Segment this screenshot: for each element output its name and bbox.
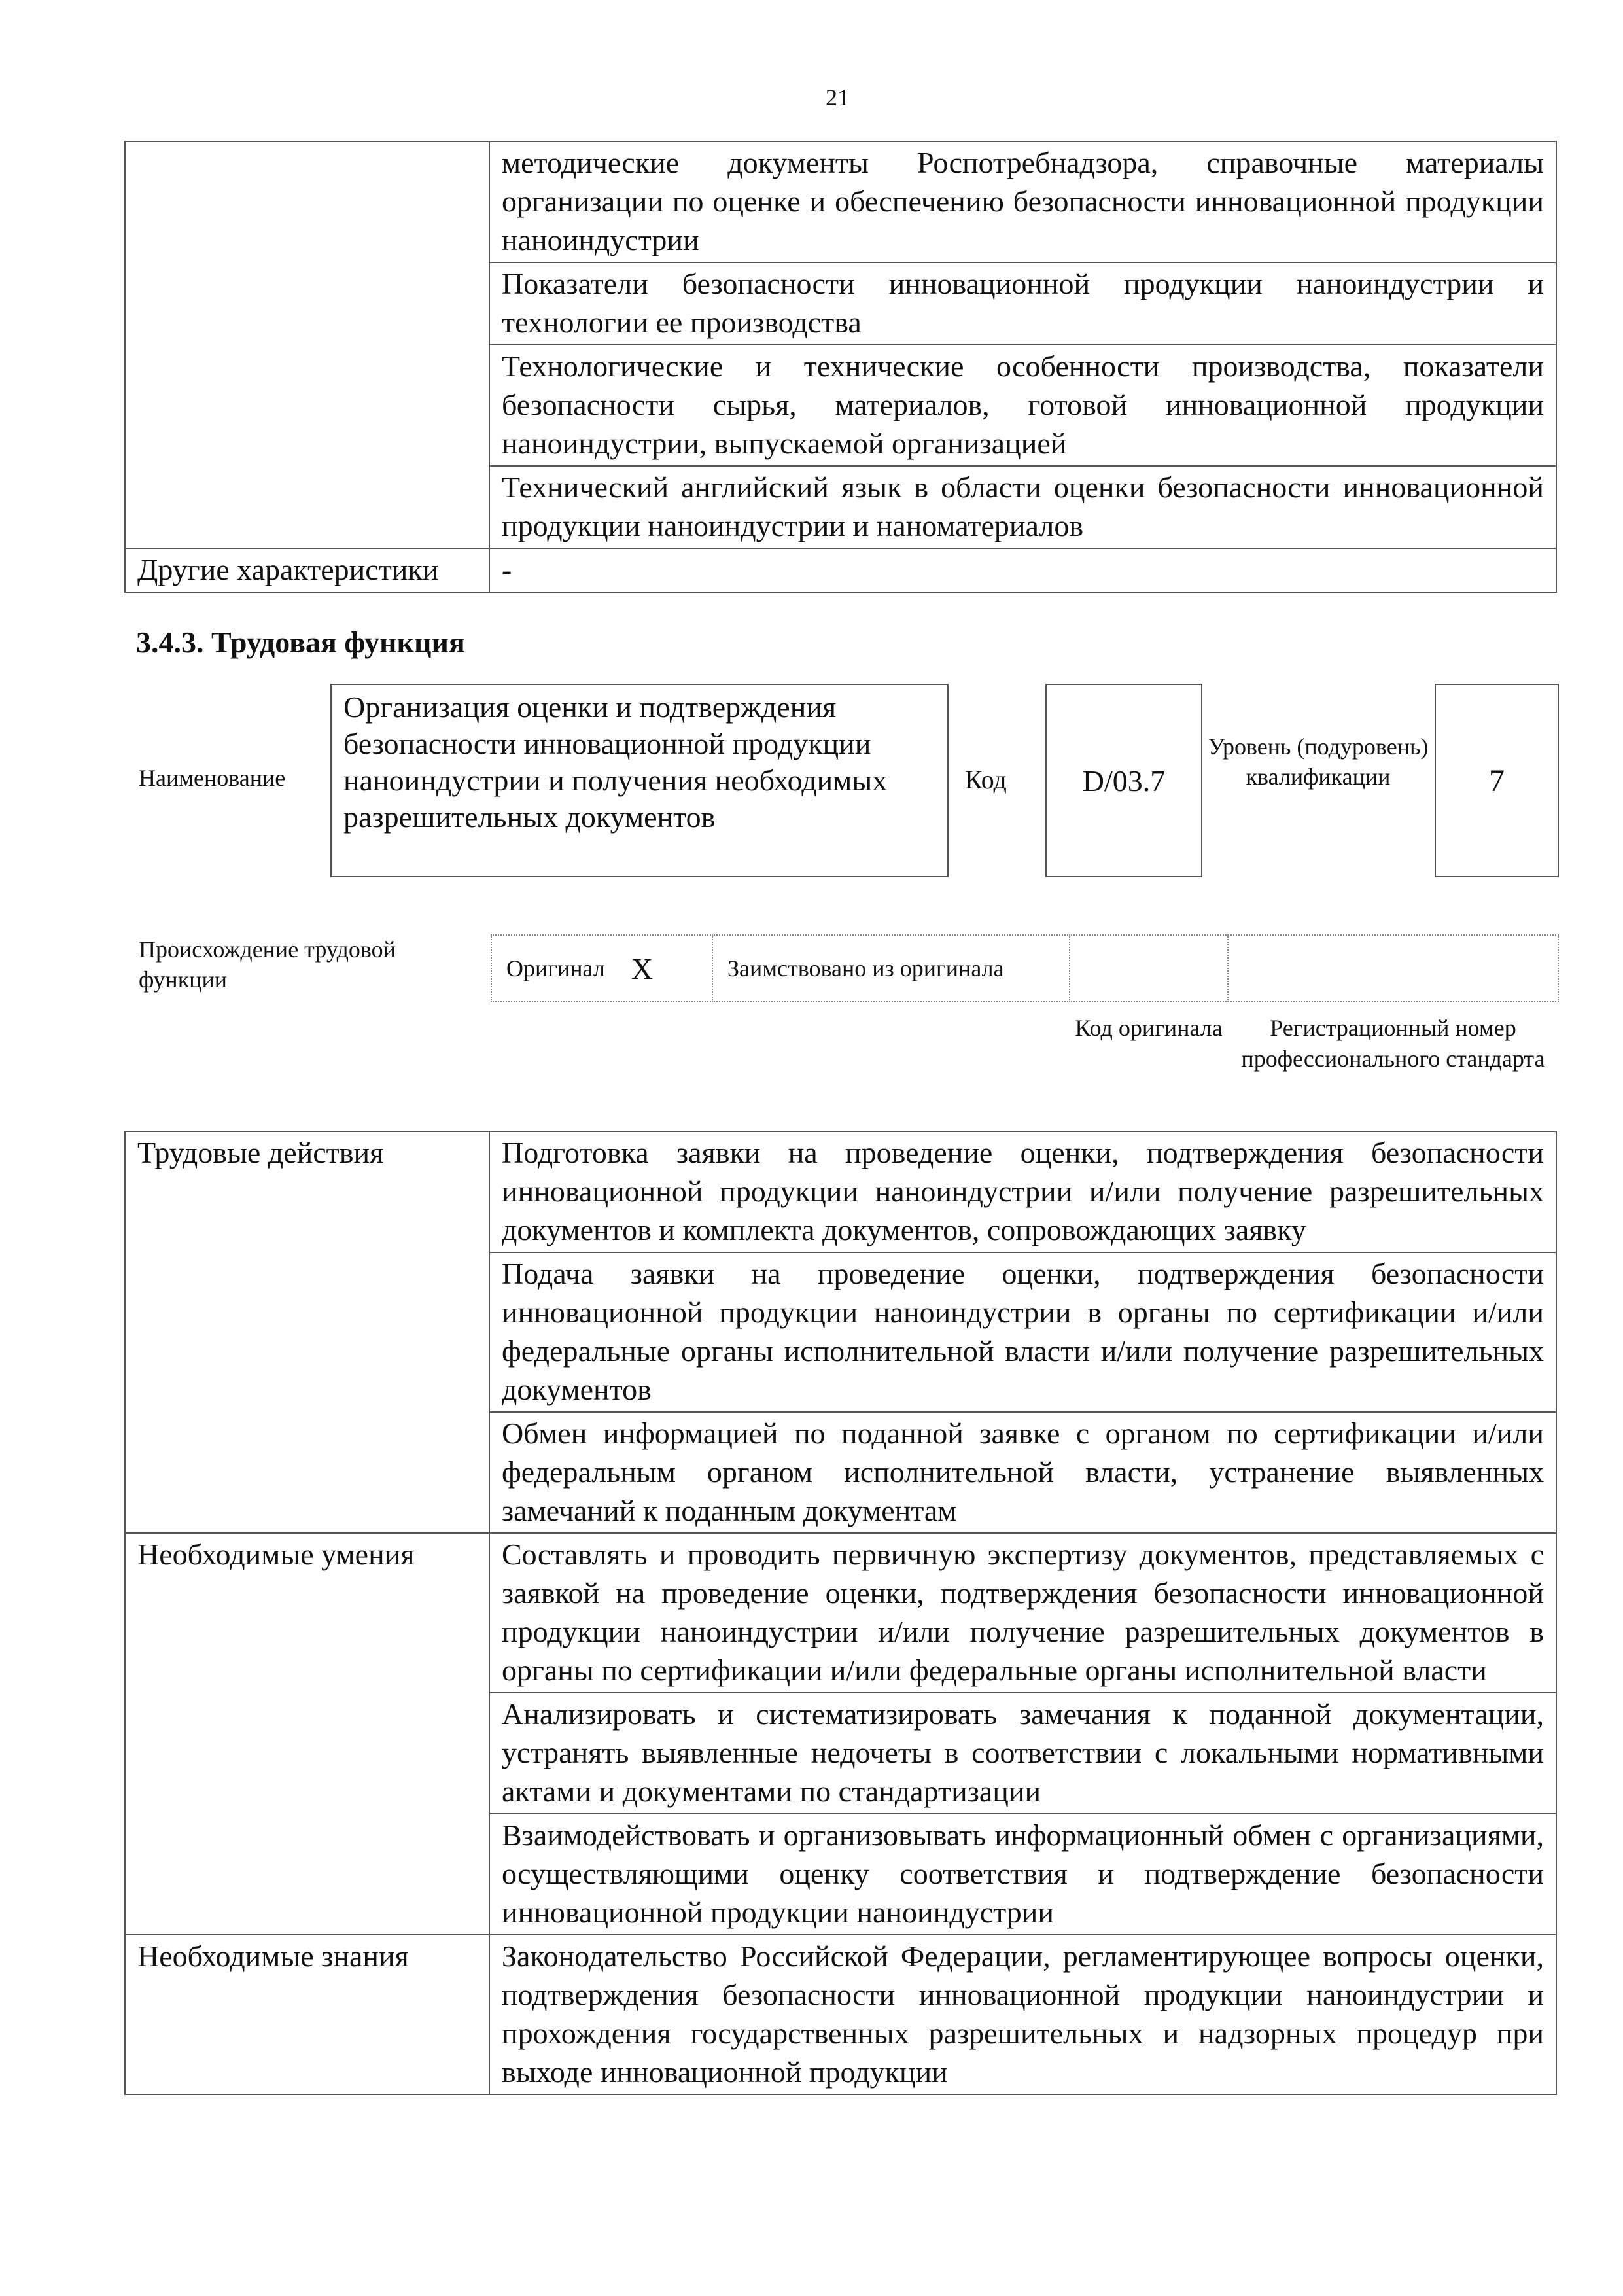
page-number: 21 (826, 84, 849, 111)
knowledge-continuation-table (124, 141, 1557, 593)
labor-function-table (124, 1131, 1557, 2095)
knowledge-item: методические документы Роспотребнадзора, справочные материалы организации по оценке и обеспечению безопасности инновационной продукции наноиндустрии (489, 141, 1556, 262)
knowledge-item: Технологические и технические особенности производства, показатели безопасности сырья, материалов, готовой инновационной продукции наноиндустрии, выпускаемой организацией (489, 345, 1556, 466)
knowledge-label: Необходимые знания (125, 1935, 489, 2094)
origin-label: Происхождение трудовой функции (139, 936, 396, 993)
original-code-caption: Код оригинала (1075, 1015, 1223, 1041)
other-characteristics-value: - (489, 548, 1556, 592)
name-label: Наименование (139, 765, 286, 791)
function-name-box: Организация оценки и подтверждения безопасности инновационной продукции наноиндустрии и получения необходимых разрешительных документов (330, 684, 949, 877)
knowledge-item: Законодательство Российской Федерации, регламентирующее вопросы оценки, подтверждения безопасности инновационной продукции наноиндустрии и прохождения государственных разрешительных и надзорных процедур при выходе инновационной продукции (489, 1935, 1556, 2094)
original-box (491, 934, 713, 1002)
original-mark: X (631, 951, 654, 985)
registration-number-box (1227, 934, 1559, 1002)
action-item: Подготовка заявки на проведение оценки, подтверждения безопасности инновационной продукции наноиндустрии и/или получение разрешительных документов и комплекта документов, сопровождающих заявку (489, 1131, 1556, 1252)
original-label: Оригинал (506, 955, 605, 981)
skill-item: Взаимодействовать и организовывать информационный обмен с организациями, осуществляющими оценку соответствия и подтверждение безопасности инновационной продукции наноиндустрии (489, 1814, 1556, 1935)
empty-label-cell (125, 141, 489, 548)
function-level-box: 7 (1435, 684, 1559, 877)
code-label: Код (965, 765, 1007, 794)
skill-item: Анализировать и систематизировать замечания к поданной документации, устранять выявленные недочеты в соответствии с локальными нормативными актами и документами по стандартизации (489, 1693, 1556, 1814)
section-heading: 3.4.3. Трудовая функция (136, 626, 465, 659)
level-label: Уровень (подуровень) квалификации (1208, 733, 1429, 790)
skill-item: Составлять и проводить первичную экспертизу документов, представляемых с заявкой на проведение оценки, подтверждения безопасности инновационной продукции наноиндустрии и/или получение разрешительных документов в органы по сертификации и/или федеральные органы исполнительной власти (489, 1533, 1556, 1693)
registration-number-caption: Регистрационный номер профессионального стандарта (1241, 1015, 1545, 1072)
skills-label: Необходимые умения (125, 1533, 489, 1935)
other-characteristics-label: Другие характеристики (125, 548, 489, 592)
knowledge-item: Технический английский язык в области оценки безопасности инновационной продукции наноиндустрии и наноматериалов (489, 466, 1556, 548)
action-item: Подача заявки на проведение оценки, подтверждения безопасности инновационной продукции наноиндустрии в органы по сертификации и/или федеральные органы исполнительной власти и/или получение разрешительных документов (489, 1252, 1556, 1412)
original-code-box (1069, 934, 1229, 1002)
function-code-box: D/03.7 (1045, 684, 1202, 877)
action-item: Обмен информацией по поданной заявке с органом по сертификации и/или федеральным органом исполнительной власти, устранение выявленных замечаний к поданным документам (489, 1412, 1556, 1533)
borrowed-box: Заимствовано из оригинала (712, 934, 1070, 1002)
actions-label: Трудовые действия (125, 1131, 489, 1533)
knowledge-item: Показатели безопасности инновационной продукции наноиндустрии и технологии ее производства (489, 262, 1556, 345)
